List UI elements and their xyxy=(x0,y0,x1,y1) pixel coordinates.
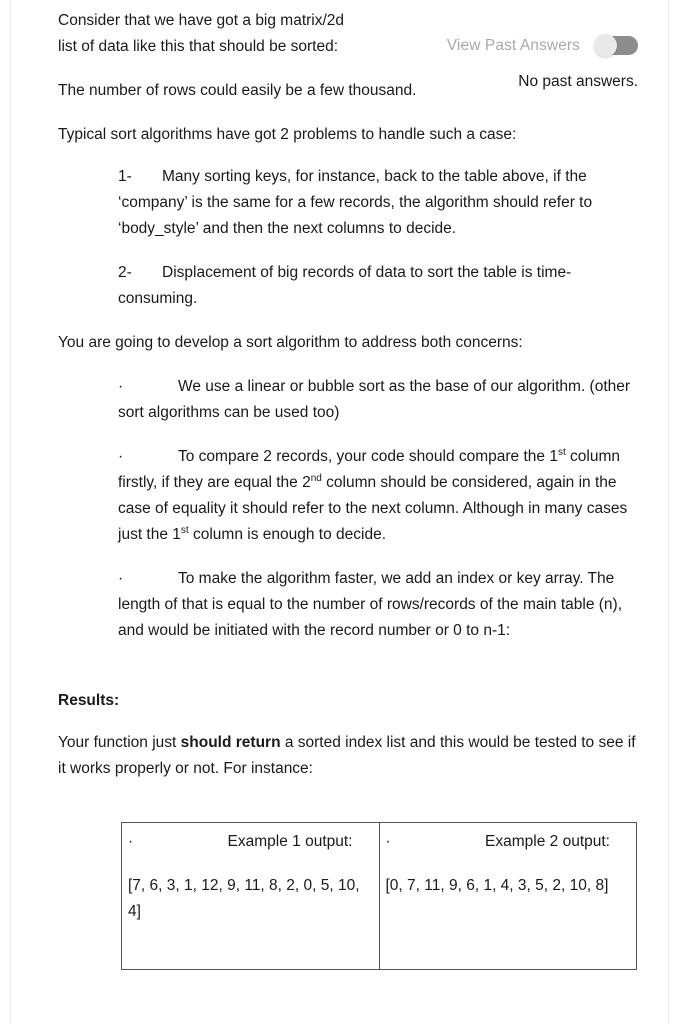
bullet-3-marker: · xyxy=(118,570,124,587)
example-2-header: Example 2 output: xyxy=(485,833,610,850)
list-item-problem-1 xyxy=(118,164,638,242)
bullet-2-text-part1: To compare 2 records, your code should compare the 1 xyxy=(178,448,558,465)
list-item-bullet-1 xyxy=(118,374,638,426)
panel-right-edge xyxy=(668,0,669,1024)
paragraph-intro: Consider that we have got a big matrix/2d list of data like this that should be sorted: xyxy=(58,12,345,55)
problem-1-text: Many sorting keys, for instance, back to the table above, if the ‘company’ is the same for a few records, the algorithm should refer to ‘body_style’ and then the next columns to decide. xyxy=(118,168,593,237)
bullet-1-text: We use a linear or bubble sort as the base of our algorithm. (other sort algorithms can be used too) xyxy=(118,378,631,421)
results-desc-part1: Your function just xyxy=(58,734,181,751)
bullet-2-superscript-2: nd xyxy=(310,472,322,484)
results-desc-part2: a sorted index list and this would be tested to see if it works properly or not. For instance: xyxy=(58,734,636,777)
bullet-1-marker: · xyxy=(118,378,124,395)
list-item-bullet-3 xyxy=(118,566,638,644)
example-1-bullet: · xyxy=(128,833,134,850)
no-past-answers-message: No past answers. xyxy=(518,73,638,90)
bullet-2-marker: · xyxy=(118,448,124,465)
problem-1-marker: 1- xyxy=(118,168,132,185)
paragraph-problems-lead: Typical sort algorithms have got 2 problems to handle such a case: xyxy=(58,126,517,143)
example-1-value: [7, 6, 3, 1, 12, 9, 11, 8, 2, 0, 5, 10, 4] xyxy=(128,877,360,920)
problem-2-text: Displacement of big records of data to sort the table is time-consuming. xyxy=(118,264,572,307)
bullet-3-text: To make the algorithm faster, we add an index or key array. The length of that is equal to the number of rows/records of the main table (n), and would be initiated with the record number or 0 to n-1: xyxy=(118,570,623,639)
bullet-2-superscript-1: st xyxy=(557,446,566,458)
example-1-cell xyxy=(122,823,380,970)
table-row xyxy=(122,823,637,970)
bullet-2-text-part4: column is enough to decide. xyxy=(188,526,387,543)
results-desc-emphasis: should return xyxy=(180,734,281,751)
problem-2-marker: 2- xyxy=(118,264,132,281)
examples-output-table xyxy=(121,822,637,970)
list-item-problem-2 xyxy=(118,260,638,312)
question-body xyxy=(58,8,641,796)
view-past-answers-label: View Past Answers xyxy=(446,36,580,54)
bullet-2-text-part3: column should be considered, again in the case of equality it should refer to the next column. Although in many cases just the 1 xyxy=(118,474,628,543)
paragraph-develop-lead: You are going to develop a sort algorithm to address both concerns: xyxy=(58,334,523,351)
example-1-header: Example 1 output: xyxy=(227,833,353,850)
bullet-2-superscript-3: st xyxy=(180,524,189,536)
paragraph-rows-note: The number of rows could easily be a few thousand. xyxy=(58,82,417,99)
bullet-2-text-part2: column firstly, if they are equal the 2 xyxy=(118,448,621,491)
example-2-bullet: · xyxy=(385,833,391,850)
panel-left-edge xyxy=(10,0,11,1024)
example-2-value: [0, 7, 11, 9, 6, 1, 4, 3, 5, 2, 10, 8] xyxy=(385,877,609,894)
example-2-cell xyxy=(379,823,637,970)
results-heading: Results: xyxy=(58,692,120,709)
list-item-bullet-2 xyxy=(118,444,638,548)
paragraph-results-desc xyxy=(58,730,641,782)
